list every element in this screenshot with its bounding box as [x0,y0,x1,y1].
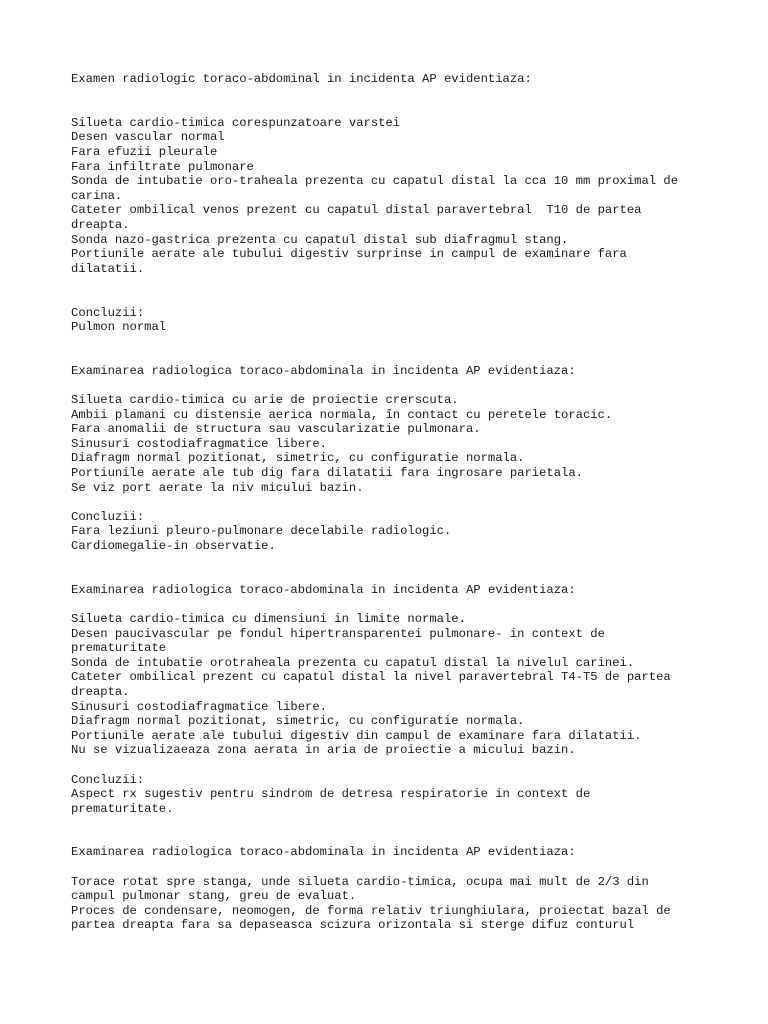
text-line: Fara infiltrate pulmonare [71,159,254,174]
text-line: Portiunile aerate ale tubului digestiv surprinse in campul de examinare fara [71,247,627,262]
text-line: Desen vascular normal [71,130,225,145]
text-line: Se viz port aerate la niv micului bazin. [71,480,364,495]
text-line: Silueta cardio-timica corespunzatoare varstei [71,115,401,130]
text-line [71,101,711,116]
text-line: Examinarea radiologica toraco-abdominala in incidenta AP evidentiaza: [71,845,576,860]
text-line: Portiunile aerate ale tub dig fara dilatatii fara ingrosare parietala. [71,466,583,481]
text-line: dilatatii. [71,261,145,276]
text-line: Sinusuri costodiafragmatice libere. [71,699,327,714]
text-line: Sinusuri costodiafragmatice libere. [71,436,327,451]
text-line: Fara anomalii de structura sau vascularizatie pulmonara. [71,422,481,437]
text-line: prematuritate. [71,801,174,816]
text-line: Torace rotat spre stanga, unde silueta cardio-timica, ocupa mai mult de 2/3 din [71,874,649,889]
text-line [71,816,711,831]
text-line: campul pulmonar stang, greu de evaluat. [71,889,357,904]
text-line: Diafragm normal pozitionat, simetric, cu configuratie normala. [71,451,525,466]
text-line: Ambii plamani cu distensie aerica normala, în contact cu peretele toracic. [71,407,613,422]
text-line: dreapta. [71,217,130,232]
text-line: Fara efuzii pleurale [71,144,218,159]
text-line: Sonda de intubatie orotraheala prezenta cu capatul distal la nivelul carinei. [71,655,635,670]
text-line: Sonda nazo-gastrica prezenta cu capatul distal sub diafragmul stang. [71,232,569,247]
text-line: prematuritate [71,641,167,656]
text-line: Fara leziuni pleuro-pulmonare decelabile radiologic. [71,524,452,539]
text-line: Nu se vizualizaeaza zona aerata in aria de proiectie a micului bazin. [71,743,576,758]
text-line: dreapta. [71,684,130,699]
text-line [71,495,711,510]
text-line: Examinarea radiologica toraco-abdominala in incidenta AP evidentiaza: [71,363,576,378]
text-line [71,758,711,773]
text-line: Silueta cardio-timica cu dimensiuni in limite normale. [71,611,466,626]
text-line: Cateter ombilical prezent cu capatul distal la nivel paravertebral T4-T5 de partea [71,670,671,685]
text-line [71,276,711,291]
text-line: Examen radiologic toraco-abdominal in incidenta AP evidentiaza: [71,72,532,86]
text-line: Concluzii: [71,772,145,787]
text-line: Proces de condensare, neomogen, de forma relativ triunghiulara, proiectat bazal de [71,903,671,918]
text-line: Cateter ombilical venos prezent cu capatul distal paravertebral T10 de partea [71,203,642,218]
text-line [71,831,711,846]
text-line [71,554,711,569]
text-line: Portiunile aerate ale tubului digestiv din campul de examinare fara dilatatii. [71,728,642,743]
text-line: Pulmon normal [71,320,167,335]
text-line: Diafragm normal pozitionat, simetric, cu configuratie normala. [71,714,525,729]
text-line: partea dreapta fara sa depaseasca scizura orizontala si sterge difuz conturul [71,918,635,933]
text-line [71,291,711,306]
text-line: Sonda de intubatie oro-traheala prezenta cu capatul distal la cca 10 mm proximal de [71,174,679,189]
text-line: Examinarea radiologica toraco-abdominala in incidenta AP evidentiaza: [71,582,576,597]
text-line [71,597,711,612]
report-text [71,72,711,933]
text-line [71,87,711,102]
text-line: Cardiomegalie-in observatie. [71,539,276,553]
text-line: Concluzii: [71,509,145,524]
text-line: carina. [71,188,123,203]
text-line [71,860,711,875]
text-line: Concluzii: [71,305,145,320]
text-line: Silueta cardio-timica cu arie de proiectie crerscuta. [71,393,459,408]
text-line [71,335,711,350]
text-line: Desen paucivascular pe fondul hipertransparentei pulmonare- in context de [71,626,605,641]
text-line [71,378,711,393]
text-line [71,349,711,364]
text-line: Aspect rx sugestiv pentru sindrom de detresa respiratorie in context de [71,787,591,802]
text-line [71,568,711,583]
